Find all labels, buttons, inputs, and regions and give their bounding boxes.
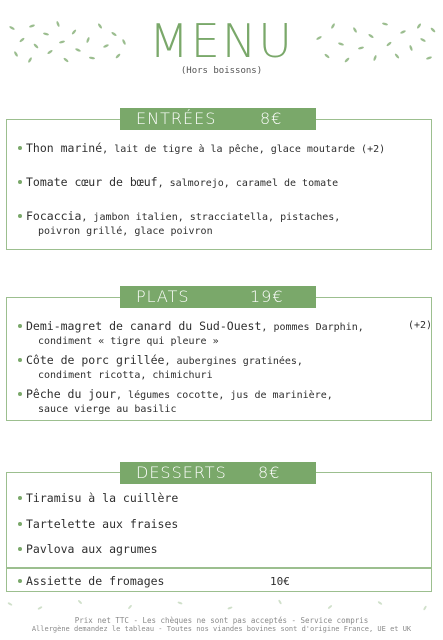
- dish-description: , salmorejo, caramel de tomate: [157, 178, 339, 189]
- entrees-heading: ENTRÉES: [136, 109, 217, 128]
- list-item: [26, 573, 164, 591]
- dish-name: Pêche du jour: [26, 387, 117, 401]
- footer-line-1: Prix net TTC - Les chèques ne sont pas acceptés - Service compris: [74, 616, 369, 625]
- bullet-dot-icon: [18, 496, 22, 500]
- entrees-banner: [120, 108, 316, 130]
- dish-name: Demi-magret de canard du Sud-Ouest: [26, 319, 262, 333]
- entrees-price: 8€: [260, 109, 283, 128]
- dish-name: Pavlova aux agrumes: [26, 542, 158, 556]
- list-item: [26, 516, 178, 534]
- bullet-dot-icon: [18, 324, 22, 328]
- desserts-price: 8€: [258, 463, 281, 482]
- bullet-dot-icon: [18, 180, 22, 184]
- dish-name: Focaccia: [26, 209, 82, 223]
- dish-description: , pommes Darphin,: [261, 322, 364, 333]
- dish-description-line2: condiment ricotta, chimichuri: [38, 370, 213, 381]
- dish-description: , jambon italien, stracciatella, pistaches,: [81, 212, 341, 223]
- bullet-dot-icon: [18, 547, 22, 551]
- desserts-banner: [120, 462, 316, 484]
- dish-description: , lait de tigre à la pêche, glace moutarde (+2): [102, 144, 386, 155]
- dish-description-line2: poivron grillé, glace poivron: [38, 226, 213, 237]
- dish-description-line2: sauce vierge au basilic: [38, 404, 177, 415]
- menu-title: MENU: [149, 14, 294, 68]
- dish-name: Tiramisu à la cuillère: [26, 491, 179, 505]
- list-item: [26, 140, 385, 158]
- dish-description-line2: condiment « tigre qui pleure »: [38, 336, 219, 347]
- dish-description: , aubergines gratinées,: [164, 356, 303, 367]
- bullet-dot-icon: [18, 214, 22, 218]
- plats-banner: [120, 286, 316, 308]
- bullet-dot-icon: [18, 579, 22, 583]
- dish-name: Côte de porc grillée: [26, 353, 165, 367]
- dish-name: Tomate cœur de bœuf: [26, 175, 158, 189]
- dish-name: Assiette de fromages: [26, 574, 165, 588]
- dish-description: , légumes cocotte, jus de marinière,: [116, 390, 333, 401]
- list-item: [26, 541, 158, 559]
- dish-name: Thon mariné: [26, 141, 103, 155]
- cheese-price: 10€: [270, 575, 290, 588]
- bullet-dot-icon: [18, 358, 22, 362]
- bullet-dot-icon: [18, 522, 22, 526]
- footer-line-2: Allergène demandez le tableau - Toutes nos viandes bovines sont d'origine France, UE et UK: [31, 625, 412, 633]
- list-item: [26, 174, 338, 192]
- plats-price: 19€: [250, 287, 284, 306]
- supplement-note: (+2): [408, 320, 433, 331]
- dish-name: Tartelette aux fraises: [26, 517, 179, 531]
- desserts-heading: DESSERTS: [136, 463, 227, 482]
- leaf-pattern-icon: [0, 596, 443, 614]
- list-item: [26, 490, 178, 508]
- bullet-dot-icon: [18, 392, 22, 396]
- menu-subtitle: (Hors boissons): [180, 66, 263, 76]
- bullet-dot-icon: [18, 146, 22, 150]
- plats-heading: PLATS: [136, 287, 190, 306]
